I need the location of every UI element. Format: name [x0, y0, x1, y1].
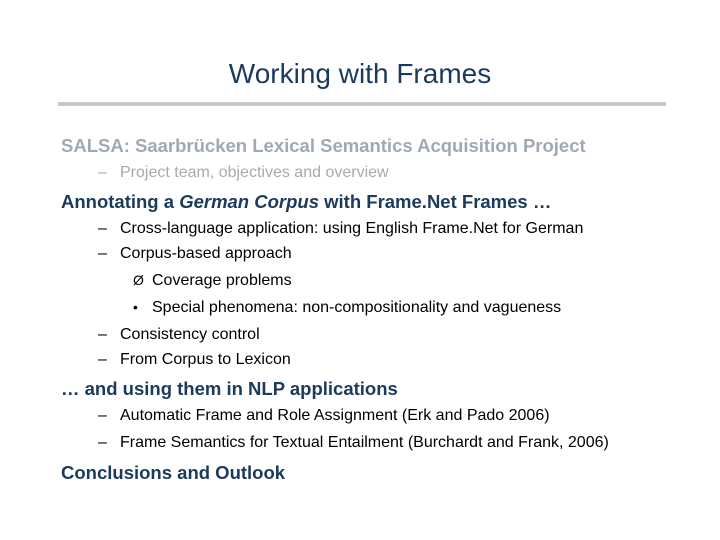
- item-corpus-to-lexicon: [98, 351, 291, 369]
- dash-marker: –: [98, 434, 107, 451]
- item-consistency: [98, 326, 260, 344]
- slide-title: Working with Frames: [228, 58, 492, 89]
- item-textual-entailment: [98, 434, 609, 452]
- item-cross-language: [98, 220, 583, 238]
- subitem-coverage: [133, 272, 292, 290]
- item-project-team: [98, 164, 389, 182]
- heading-salsa-text: SALSA: Saarbrücken Lexical Semantics Acquisition Project: [61, 135, 586, 156]
- dash-marker: –: [98, 164, 107, 181]
- item-text: From Corpus to Lexicon: [120, 351, 291, 368]
- item-text: Frame Semantics for Textual Entailment (Burchardt and Frank, 2006): [120, 434, 609, 451]
- heading-salsa: [61, 135, 586, 157]
- subitem-text: Special phenomena: non-compositionality and vagueness: [152, 299, 562, 316]
- arrow-marker: Ø: [133, 272, 144, 288]
- item-text: Project team, objectives and overview: [120, 164, 389, 181]
- heading-annotating: [61, 191, 551, 213]
- item-frame-role-assignment: [98, 407, 550, 425]
- title-divider: [58, 102, 666, 106]
- bullet-marker: •: [133, 299, 138, 315]
- heading-conclusions: [61, 462, 285, 484]
- heading-annotating-post: with Frame.Net Frames …: [319, 191, 552, 212]
- dash-marker: –: [98, 351, 107, 368]
- item-text: Cross-language application: using English Frame.Net for German: [120, 220, 584, 237]
- item-text: Automatic Frame and Role Assignment (Erk and Pado 2006): [120, 407, 550, 424]
- heading-nlp: [61, 378, 398, 400]
- dash-marker: –: [98, 407, 107, 424]
- dash-marker: –: [98, 326, 107, 343]
- heading-nlp-text: … and using them in NLP applications: [61, 378, 398, 399]
- heading-annotating-pre: Annotating a: [61, 191, 180, 212]
- item-text: Corpus-based approach: [120, 245, 292, 262]
- dash-marker: –: [98, 245, 107, 262]
- heading-conclusions-text: Conclusions and Outlook: [61, 462, 286, 483]
- subitem-special-phenomena: [133, 299, 561, 317]
- dash-marker: –: [98, 220, 107, 237]
- heading-annotating-italic: German Corpus: [179, 191, 319, 212]
- item-text: Consistency control: [120, 326, 260, 343]
- item-corpus-based: [98, 245, 292, 263]
- subitem-text: Coverage problems: [152, 272, 292, 289]
